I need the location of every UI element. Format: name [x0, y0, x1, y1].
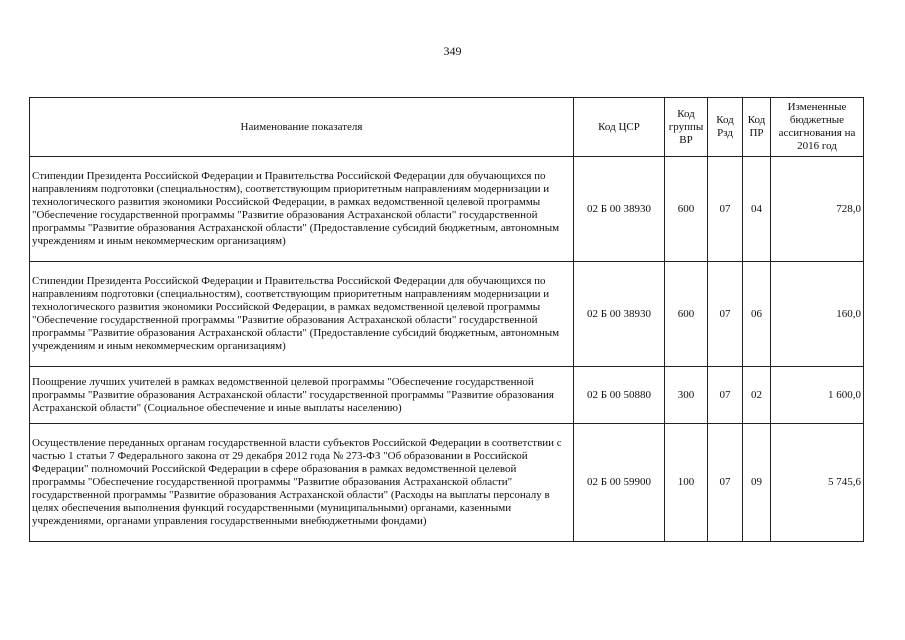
table-row: [30, 367, 864, 424]
cell-rzd: 07: [708, 367, 743, 424]
cell-name: Поощрение лучших учителей в рамках ведомственной целевой программы "Обеспечение государственной программы "Развитие образования Астраханской области" государственной программы "Развитие образования Астраханской области" (Социальное обеспечение и иные выплаты населению): [30, 367, 574, 424]
cell-rzd: 07: [708, 262, 743, 367]
cell-pr: 02: [743, 367, 771, 424]
cell-name: Осуществление переданных органам государственной власти субъектов Российской Федерации в соответствии с частью 1 статьи 7 Федерального закона от 29 декабря 2012 года № 273-ФЗ "Об образовании в Российской Федерации" полномочий Российской Федерации в сфере образования в рамках ведомственной целевой программы "Обеспечение государственной программы "Развитие образования Астраханской области" государственной программы "Развитие образования Астраханской области" (Расходы на выплаты персоналу в целях обеспечения выполнения функций государственными (муниципальными) органами, казенными учреждениями, органами управления государственными внебюджетными фондами): [30, 424, 574, 542]
cell-amount: 160,0: [771, 262, 864, 367]
cell-vr: 100: [665, 424, 708, 542]
cell-vr: 600: [665, 157, 708, 262]
cell-pr: 09: [743, 424, 771, 542]
cell-amount: 728,0: [771, 157, 864, 262]
cell-csr: 02 Б 00 50880: [574, 367, 665, 424]
table-row: [30, 157, 864, 262]
cell-rzd: 07: [708, 157, 743, 262]
cell-amount: 5 745,6: [771, 424, 864, 542]
cell-pr: 06: [743, 262, 771, 367]
table-row: [30, 262, 864, 367]
cell-amount: 1 600,0: [771, 367, 864, 424]
cell-pr: 04: [743, 157, 771, 262]
cell-name: Стипендии Президента Российской Федерации и Правительства Российской Федерации для обучающихся по направлениям подготовки (специальностям), соответствующим приоритетным направлениям модернизации и технологического развития экономики Российской Федерации, в рамках ведомственной целевой программы "Обеспечение государственной программы "Развитие образования Астраханской области" государственной программы "Развитие образования Астраханской области" (Предоставление субсидий бюджетным, автономным учреждениям и иным некоммерческим организациям): [30, 262, 574, 367]
table-header-row: [30, 98, 864, 157]
cell-csr: 02 Б 00 59900: [574, 424, 665, 542]
cell-csr: 02 Б 00 38930: [574, 157, 665, 262]
cell-vr: 300: [665, 367, 708, 424]
header-amount: Измененные бюджетные ассигнования на 2016 год: [771, 98, 864, 157]
header-vr: Код группы ВР: [665, 98, 708, 157]
header-csr: Код ЦСР: [574, 98, 665, 157]
cell-rzd: 07: [708, 424, 743, 542]
cell-csr: 02 Б 00 38930: [574, 262, 665, 367]
header-rzd: Код Рзд: [708, 98, 743, 157]
budget-table: [29, 97, 864, 542]
table-row: [30, 424, 864, 542]
page-number: 349: [443, 44, 462, 58]
cell-name: Стипендии Президента Российской Федерации и Правительства Российской Федерации для обучающихся по направлениям подготовки (специальностям), соответствующим приоритетным направлениям модернизации и технологического развития экономики Российской Федерации, в рамках ведомственной целевой программы "Обеспечение государственной программы "Развитие образования Астраханской области" государственной программы "Развитие образования Астраханской области" (Предоставление субсидий бюджетным, автономным учреждениям и иным некоммерческим организациям): [30, 157, 574, 262]
header-name: Наименование показателя: [30, 98, 574, 157]
cell-vr: 600: [665, 262, 708, 367]
header-pr: Код ПР: [743, 98, 771, 157]
